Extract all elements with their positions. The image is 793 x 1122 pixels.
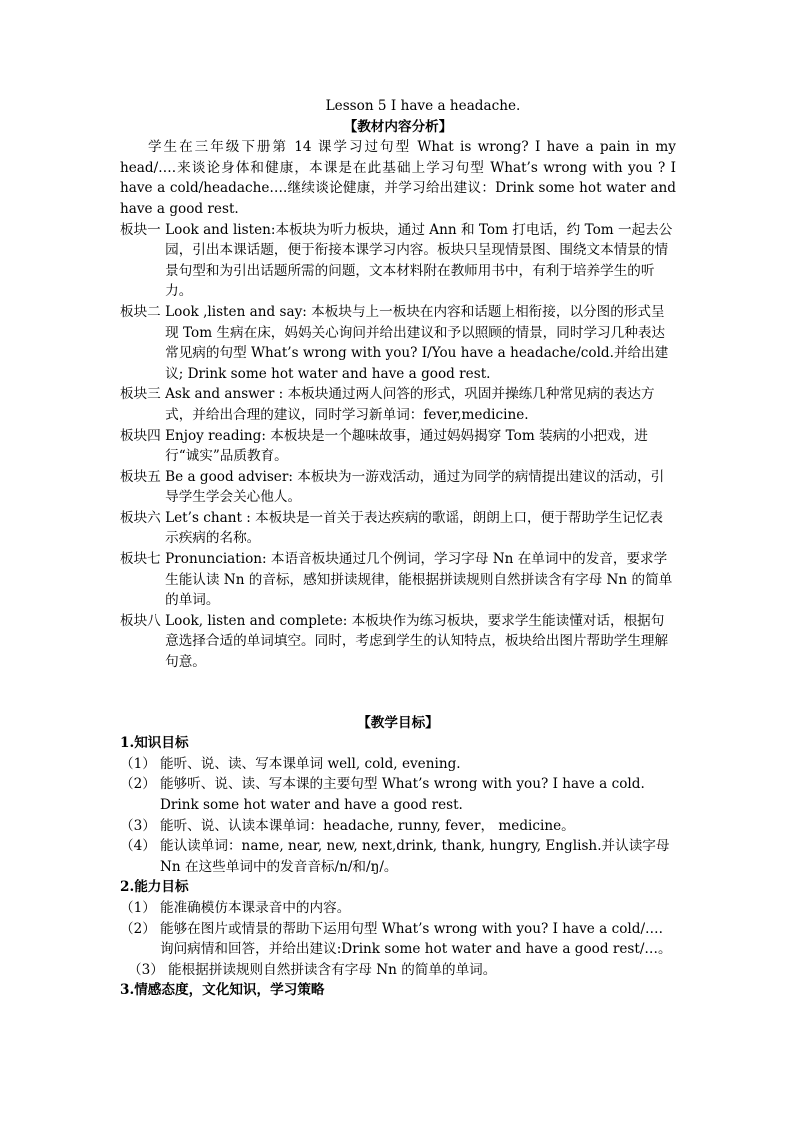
block-label: 板块五 [120, 468, 161, 485]
analysis-block [120, 426, 676, 467]
block-label: 板块六 [120, 509, 161, 526]
objective-number: （3） [128, 961, 164, 978]
block-label: 板块二 [120, 303, 161, 320]
analysis-block [120, 384, 676, 425]
analysis-block [120, 467, 676, 508]
block-text: Look ,listen and say: 本板块与上一板块在内容和话题上相衔接，以分图的形式呈现 Tom 生病在床，妈妈关心询问并给出建议和予以照顾的情景，同时学习几种表达常见病的句型 What’s wrong with you? I/You have a headache/cold.并给出建议; Drink some hot water and have a good rest. [165, 303, 669, 382]
block-text: Enjoy reading: 本板块是一个趣味故事，通过妈妈揭穿 Tom 装病的小把戏，进行“诚实”品质教育。 [165, 427, 648, 465]
objective-item [120, 774, 676, 815]
objective-text: 能够听、说、读、写本课的主要句型 What’s wrong with you? I have a cold. Drink some hot water and have a good rest. [160, 776, 645, 813]
analysis-block [120, 508, 676, 549]
objective-item [120, 919, 676, 960]
knowledge-title: 1.知识目标 [120, 735, 189, 752]
objective-text: 能根据拼读规则自然拼读含有字母 Nn 的简单的单词。 [168, 961, 497, 978]
block-text: Let’s chant : 本板块是一首关于表达疾病的歌谣，朗朗上口，便于帮助学生记忆表示疾病的名称。 [165, 509, 663, 547]
block-label: 板块八 [120, 612, 161, 629]
block-text: Pronunciation: 本语音板块通过几个例词，学习字母 Nn 在单词中的发音，要求学生能认读 Nn 的音标，感知拼读规律，能根据拼读规则自然拼读含有字母 Nn 的简单的单词。 [165, 551, 673, 609]
ability-list [120, 898, 676, 980]
objective-text: 能听、说、读、写本课单词 well, cold, evening. [160, 755, 461, 772]
objectives-heading: 【教学目标】 [357, 714, 439, 731]
objective-number: （2） [120, 920, 156, 937]
objective-text: 能准确模仿本课录音中的内容。 [160, 899, 351, 916]
emotion-title: 3.情感态度，文化知识，学习策略 [120, 982, 325, 999]
objective-item [120, 754, 676, 775]
block-label: 板块七 [120, 551, 161, 568]
objective-item [120, 816, 676, 837]
objective-number: （1） [120, 899, 156, 916]
analysis-intro: 学生在三年级下册第 14 课学习过句型 What is wrong? I have a pain in my head/….来谈论身体和健康，本课是在此基础上学习句型 What’s wrong with you ? I have a cold/headache….继续谈论健康，并学习给出建议：Drink some hot water and have a good rest. [120, 139, 676, 217]
knowledge-list [120, 754, 676, 878]
block-label: 板块一 [120, 221, 161, 238]
objective-item [120, 960, 676, 981]
ability-title: 2.能力目标 [120, 879, 189, 896]
section-gap [120, 673, 676, 713]
analysis-block [120, 220, 676, 302]
objective-number: （2） [120, 776, 156, 793]
analysis-block [120, 611, 676, 673]
analysis-block [120, 302, 676, 384]
objective-text: 能够在图片或情景的帮助下运用句型 What’s wrong with you? I have a cold/….询问病情和回答，并给出建议:Drink some hot water and have a good rest/…。 [160, 920, 672, 958]
objective-text: 能认读单词：name, near, new, next,drink, thank, hungry, English.并认读字母 Nn 在这些单词中的发音音标/n/和/ŋ/。 [160, 838, 670, 875]
objective-number: （3） [120, 817, 156, 834]
block-label: 板块三 [120, 386, 161, 403]
analysis-block [120, 549, 676, 611]
block-text: Be a good adviser: 本板块为一游戏活动，通过为同学的病情提出建议的活动，引导学生学会关心他人。 [165, 468, 665, 506]
objective-text: 能听、说、认读本课单词：headache, runny, fever， medicine。 [160, 817, 575, 834]
objective-item [120, 898, 676, 919]
block-text: Look and listen:本板块为听力板块，通过 Ann 和 Tom 打电话，约 Tom 一起去公园，引出本课话题，便于衔接本课学习内容。板块只呈现情景图、围绕文本情景的情景句型和为引出话题所需的问题，文本材料附在教师用书中，有利于培养学生的听力。 [165, 221, 673, 300]
analysis-blocks [120, 220, 676, 673]
objective-number: （4） [120, 838, 156, 855]
analysis-heading: 【教材内容分析】 [343, 118, 453, 135]
document-content [120, 96, 676, 1001]
block-text: Ask and answer : 本板块通过两人问答的形式，巩固并操练几种常见病的表达方式，并给出合理的建议，同时学习新单词：fever,medicine. [165, 386, 655, 423]
block-text: Look, listen and complete: 本板块作为练习板块，要求学生能读懂对话，根据句意选择合适的单词填空。同时，考虑到学生的认知特点，板块给出图片帮助学生理解句意。 [165, 612, 669, 671]
block-label: 板块四 [120, 427, 161, 444]
objective-item [120, 836, 676, 877]
objective-number: （1） [120, 755, 156, 772]
lesson-title: Lesson 5 I have a headache. [325, 98, 521, 114]
